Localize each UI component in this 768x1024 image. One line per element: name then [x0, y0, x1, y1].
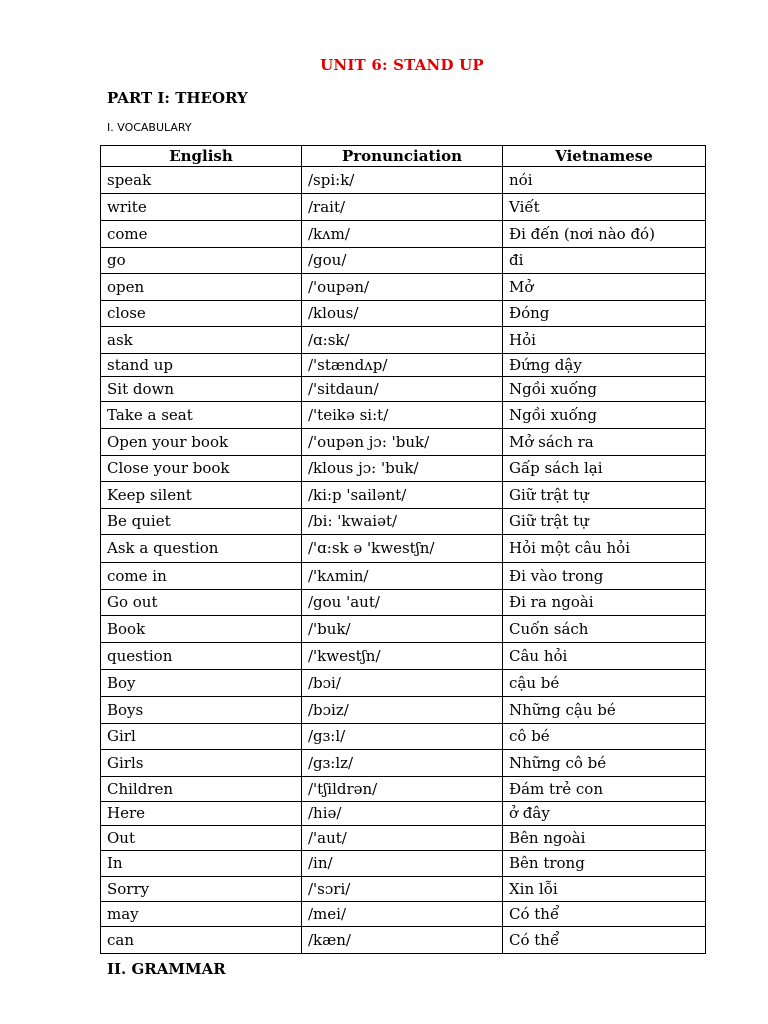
cell-vietnamese: nói	[503, 167, 706, 194]
cell-english: Book	[101, 616, 302, 643]
cell-english: Go out	[101, 590, 302, 616]
cell-pronunciation: /gou 'aut/	[302, 590, 503, 616]
cell-pronunciation: /mei/	[302, 902, 503, 927]
cell-pronunciation: /klous jɔ: 'buk/	[302, 456, 503, 482]
cell-pronunciation: /bi: 'kwaiət/	[302, 509, 503, 535]
cell-pronunciation: /'buk/	[302, 616, 503, 643]
cell-pronunciation: /'kʌmin/	[302, 563, 503, 590]
cell-vietnamese: đi	[503, 248, 706, 274]
cell-english: Sorry	[101, 877, 302, 902]
cell-vietnamese: Mở sách ra	[503, 429, 706, 456]
cell-vietnamese: Đi vào trong	[503, 563, 706, 590]
cell-english: Girl	[101, 724, 302, 750]
cell-english: stand up	[101, 354, 302, 377]
table-row	[101, 274, 706, 301]
cell-vietnamese: Hỏi một câu hỏi	[503, 535, 706, 563]
cell-vietnamese: Ngồi xuống	[503, 402, 706, 429]
cell-english: Close your book	[101, 456, 302, 482]
vocabulary-table	[100, 145, 706, 954]
cell-english: Out	[101, 826, 302, 851]
cell-english: Open your book	[101, 429, 302, 456]
cell-english: Sit down	[101, 377, 302, 402]
table-row	[101, 563, 706, 590]
cell-vietnamese: Câu hỏi	[503, 643, 706, 670]
cell-pronunciation: /klous/	[302, 301, 503, 327]
cell-english: question	[101, 643, 302, 670]
cell-vietnamese: Có thể	[503, 902, 706, 927]
cell-english: Keep silent	[101, 482, 302, 509]
table-row	[101, 826, 706, 851]
cell-pronunciation: /gou/	[302, 248, 503, 274]
cell-english: speak	[101, 167, 302, 194]
table-row	[101, 535, 706, 563]
cell-pronunciation: /ɑ:sk/	[302, 327, 503, 354]
cell-pronunciation: /'oupən jɔ: 'buk/	[302, 429, 503, 456]
cell-english: write	[101, 194, 302, 221]
cell-pronunciation: /'kwestʃn/	[302, 643, 503, 670]
cell-vietnamese: Giữ trật tự	[503, 482, 706, 509]
table-row	[101, 750, 706, 777]
cell-vietnamese: Cuốn sách	[503, 616, 706, 643]
cell-english: close	[101, 301, 302, 327]
cell-english: Boy	[101, 670, 302, 697]
table-row	[101, 327, 706, 354]
cell-english: Here	[101, 802, 302, 826]
table-row	[101, 167, 706, 194]
cell-vietnamese: Đi đến (nơi nào đó)	[503, 221, 706, 248]
cell-pronunciation: /spi:k/	[302, 167, 503, 194]
cell-english: may	[101, 902, 302, 927]
cell-vietnamese: Đứng dậy	[503, 354, 706, 377]
cell-vietnamese: Xin lỗi	[503, 877, 706, 902]
cell-pronunciation: /bɔiz/	[302, 697, 503, 724]
cell-pronunciation: /gɜ:lz/	[302, 750, 503, 777]
grammar-heading: II. GRAMMAR	[107, 960, 226, 978]
table-row	[101, 697, 706, 724]
table-row	[101, 402, 706, 429]
cell-pronunciation: /bɔi/	[302, 670, 503, 697]
cell-english: ask	[101, 327, 302, 354]
header-pronunciation: Pronunciation	[302, 146, 503, 167]
cell-vietnamese: Những cô bé	[503, 750, 706, 777]
cell-pronunciation: /'stændʌp/	[302, 354, 503, 377]
document-title: UNIT 6: STAND UP	[320, 56, 484, 74]
header-english: English	[101, 146, 302, 167]
table-row	[101, 194, 706, 221]
table-row	[101, 590, 706, 616]
cell-pronunciation: /kæn/	[302, 927, 503, 954]
cell-english: come	[101, 221, 302, 248]
table-row	[101, 724, 706, 750]
table-row	[101, 456, 706, 482]
cell-pronunciation: /hiə/	[302, 802, 503, 826]
cell-pronunciation: /'aut/	[302, 826, 503, 851]
table-row	[101, 643, 706, 670]
cell-vietnamese: ở đây	[503, 802, 706, 826]
cell-vietnamese: Viết	[503, 194, 706, 221]
cell-pronunciation: /rait/	[302, 194, 503, 221]
cell-vietnamese: Đi ra ngoài	[503, 590, 706, 616]
cell-english: In	[101, 851, 302, 877]
cell-vietnamese: Bên trong	[503, 851, 706, 877]
cell-vietnamese: Đóng	[503, 301, 706, 327]
table-row	[101, 509, 706, 535]
part-heading: PART I: THEORY	[107, 89, 248, 107]
cell-english: Boys	[101, 697, 302, 724]
table-row	[101, 877, 706, 902]
cell-vietnamese: Mở	[503, 274, 706, 301]
cell-pronunciation: /ki:p 'sailənt/	[302, 482, 503, 509]
table-row	[101, 851, 706, 877]
cell-pronunciation: /'ɑ:sk ə 'kwestʃn/	[302, 535, 503, 563]
cell-english: can	[101, 927, 302, 954]
cell-vietnamese: Hỏi	[503, 327, 706, 354]
cell-vietnamese: Đám trẻ con	[503, 777, 706, 802]
table-header-row	[101, 146, 706, 167]
table-row	[101, 482, 706, 509]
cell-english: go	[101, 248, 302, 274]
table-row	[101, 377, 706, 402]
table-row	[101, 354, 706, 377]
table-row	[101, 902, 706, 927]
cell-pronunciation: /kʌm/	[302, 221, 503, 248]
table-row	[101, 616, 706, 643]
table-row	[101, 429, 706, 456]
table-row	[101, 221, 706, 248]
cell-english: come in	[101, 563, 302, 590]
cell-vietnamese: Gấp sách lại	[503, 456, 706, 482]
cell-vietnamese: Có thể	[503, 927, 706, 954]
header-vietnamese: Vietnamese	[503, 146, 706, 167]
table-row	[101, 927, 706, 954]
cell-english: Ask a question	[101, 535, 302, 563]
cell-english: Take a seat	[101, 402, 302, 429]
cell-pronunciation: /gɜ:l/	[302, 724, 503, 750]
cell-vietnamese: Những cậu bé	[503, 697, 706, 724]
cell-english: Children	[101, 777, 302, 802]
cell-pronunciation: /'teikə si:t/	[302, 402, 503, 429]
cell-pronunciation: /'oupən/	[302, 274, 503, 301]
table-row	[101, 301, 706, 327]
table-row	[101, 802, 706, 826]
cell-vietnamese: cậu bé	[503, 670, 706, 697]
cell-english: Girls	[101, 750, 302, 777]
cell-vietnamese: Bên ngoài	[503, 826, 706, 851]
cell-english: Be quiet	[101, 509, 302, 535]
cell-pronunciation: /in/	[302, 851, 503, 877]
cell-vietnamese: Ngồi xuống	[503, 377, 706, 402]
cell-pronunciation: /'tʃildrən/	[302, 777, 503, 802]
cell-pronunciation: /'sɔri/	[302, 877, 503, 902]
table-row	[101, 777, 706, 802]
cell-english: open	[101, 274, 302, 301]
cell-pronunciation: /'sitdaun/	[302, 377, 503, 402]
table-row	[101, 248, 706, 274]
vocabulary-section-label: I. VOCABULARY	[107, 121, 192, 134]
cell-vietnamese: cô bé	[503, 724, 706, 750]
cell-vietnamese: Giữ trật tự	[503, 509, 706, 535]
table-row	[101, 670, 706, 697]
